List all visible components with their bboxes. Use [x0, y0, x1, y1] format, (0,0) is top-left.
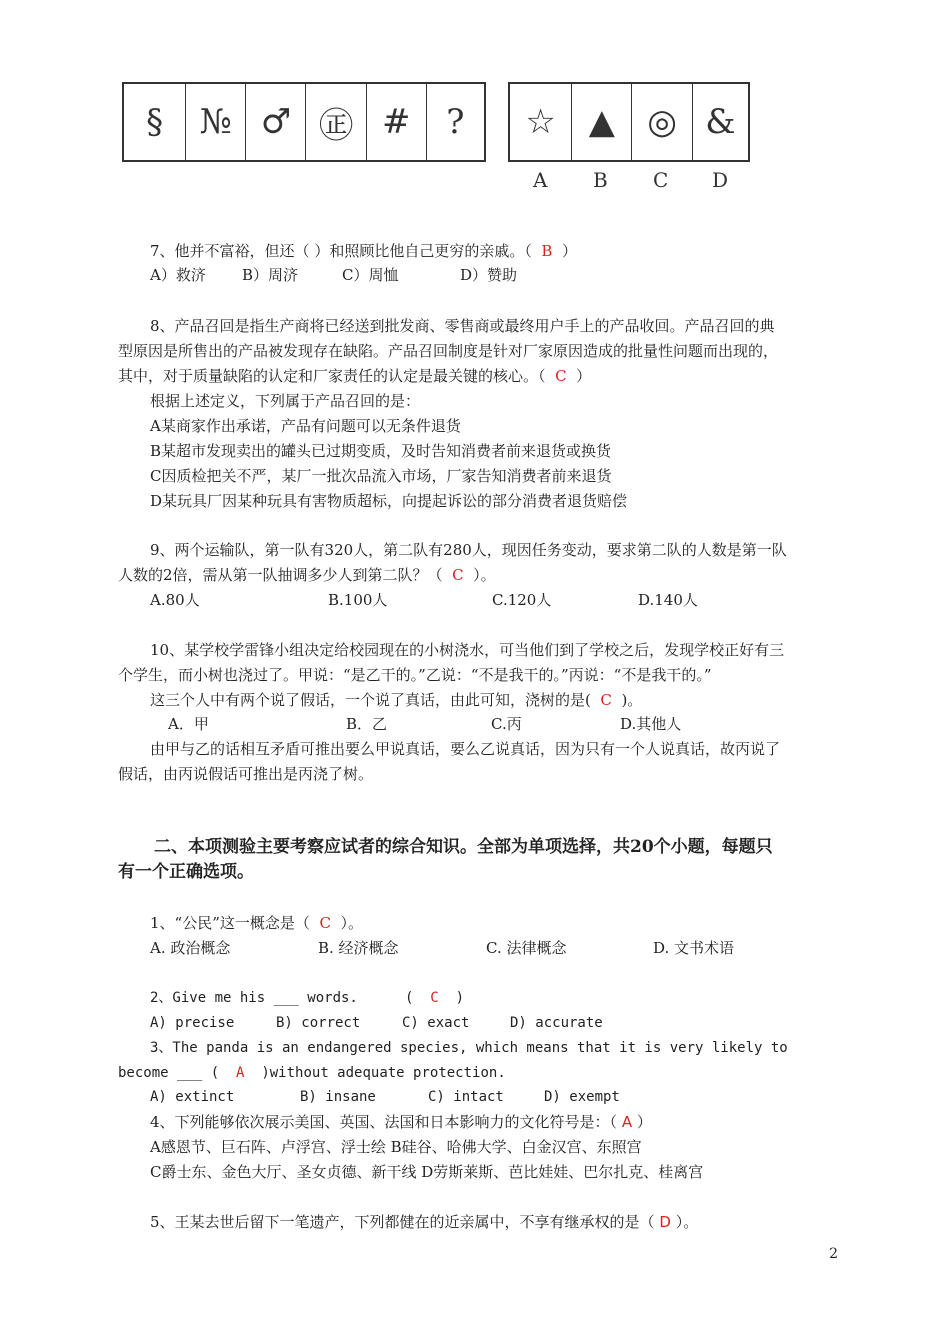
option-label-c: C: [653, 168, 669, 192]
s2q3-line1: 3、The panda is an endangered species, which means that it is very likely to: [150, 1040, 788, 1056]
option-label-d: D: [712, 168, 729, 192]
q8-line1: 8、产品召回是指生产商将已经送到批发商、零售商或最终用户手上的产品收回。产品召回的典: [150, 317, 775, 335]
section2-heading-line1: 二、本项测验主要考察应试者的综合知识。全部为单项选择，共20个小题，每题只: [154, 837, 773, 857]
option-figure-strip: [508, 82, 750, 162]
star-icon: ☆: [510, 84, 572, 160]
q8-option-d: D某玩具厂因某种玩具有害物质超标，向提起诉讼的部分消费者退货赔偿: [150, 492, 628, 510]
q10-explanation-2: 假话，由丙说假话可推出是丙浇了树。: [118, 765, 374, 783]
s2q3-line2: become ___ ( A )without adequate protection.: [118, 1065, 506, 1081]
s2q2-answer: C: [430, 990, 439, 1006]
q10-line1: 10、某学校学雷锋小组决定给校园现在的小树浇水，可当他们到了学校之后，发现学校正好有三: [150, 641, 785, 659]
s2q4-answer: A: [621, 1113, 633, 1131]
s2q5-stem: 5、王某去世后留下一笔遗产，下列都健在的近亲属中，不享有继承权的是（ D ）。: [150, 1213, 699, 1231]
page-number: 2: [829, 1246, 838, 1262]
s2q2-options: A) precise B) correct C) exact D) accurate: [150, 1015, 603, 1031]
s2q4-stem: 4、下列能够依次展示美国、英国、法国和日本影响力的文化符号是：（ A ）: [150, 1113, 652, 1131]
option-label-a: A: [533, 168, 548, 192]
q8-line2: 型原因是所售出的产品被发现存在缺陷。产品召回制度是针对厂家原因造成的批量性问题而出现的，: [118, 342, 779, 360]
q8-answer: C: [555, 367, 567, 385]
symbol-section-sign: §: [124, 84, 186, 160]
symbol-male: ♂: [246, 84, 306, 160]
q9-options: A.80人 B.100人 C.120人 D.140人: [150, 591, 698, 609]
q9-line1: 9、两个运输队，第一队有320人，第二队有280人，现因任务变动，要求第二队的人数是第一队: [150, 541, 787, 559]
q10-line2: 个学生，而小树也浇过了。甲说：“是乙干的。”乙说：“不是我干的。”丙说：“不是我干的。”: [118, 666, 712, 684]
s2q4-options-ab: A感恩节、巨石阵、卢浮宫、浮士绘 B硅谷、哈佛大学、白金汉宫、东照宫: [150, 1138, 642, 1156]
question-figure-strip: [122, 82, 486, 162]
s2q1-options: A. 政治概念 B. 经济概念 C. 法律概念 D. 文书术语: [150, 939, 735, 957]
s2q4-options-cd: C爵士东、金色大厅、圣女贞德、新干线 D劳斯莱斯、芭比娃娃、巴尔扎克、桂离宫: [150, 1163, 704, 1181]
q8-prompt: 根据上述定义，下列属于产品召回的是：: [150, 392, 421, 410]
s2q3-answer: A: [236, 1065, 245, 1081]
s2q1-answer: C: [319, 914, 331, 932]
q8-line3: 其中，对于质量缺陷的认定和厂家责任的认定是最关键的核心。（ C ）: [118, 367, 592, 385]
s2q3-options: A) extinct B) insane C) intact D) exempt: [150, 1089, 620, 1105]
q8-option-a: A某商家作出承诺，产品有问题可以无条件退货: [150, 417, 461, 435]
ampersand-icon: &: [705, 102, 736, 142]
q10-answer: C: [600, 691, 612, 709]
option-label-b: B: [593, 168, 608, 192]
double-circle-icon: ◎: [632, 84, 692, 160]
q9-answer: C: [452, 566, 464, 584]
q10-line3: 这三个人中有两个说了假话，一个说了真话，由此可知，浇树的是( C )。: [150, 691, 643, 709]
s2q1-stem: 1、“公民”这一概念是（ C ）。: [150, 914, 363, 932]
q7-answer: B: [541, 242, 553, 260]
symbol-hash: #: [367, 84, 427, 160]
s2q5-answer: D: [659, 1213, 671, 1231]
q7-options: A）救济 B）周济 C）周恤 D）赞助: [150, 266, 518, 284]
s2q2-stem: 2、Give me his ___ words. ( C ): [150, 990, 465, 1006]
q7-stem: 7、他并不富裕，但还（ ）和照顾比他自己更穷的亲戚。（ B ）: [150, 242, 577, 260]
q10-options: A．甲 B．乙 C.丙 D.其他人: [168, 715, 682, 733]
symbol-numero: №: [186, 84, 246, 160]
section2-heading-line2: 有一个正确选项。: [118, 862, 254, 882]
q9-line2: 人数的2倍，需从第一队抽调多少人到第二队？（ C ）。: [118, 566, 496, 584]
symbol-circled-zheng: ㊣: [306, 84, 366, 160]
q10-explanation-1: 由甲与乙的话相互矛盾可推出要么甲说真话，要么乙说真话，因为只有一个人说真话，故丙说了: [150, 740, 781, 758]
q8-option-b: B某超市发现卖出的罐头已过期变质，及时告知消费者前来退货或换货: [150, 442, 612, 460]
symbol-question: ?: [446, 102, 465, 142]
triangle-icon: ▲: [572, 84, 632, 160]
q8-option-c: C因质检把关不严，某厂一批次品流入市场，厂家告知消费者前来退货: [150, 467, 612, 485]
